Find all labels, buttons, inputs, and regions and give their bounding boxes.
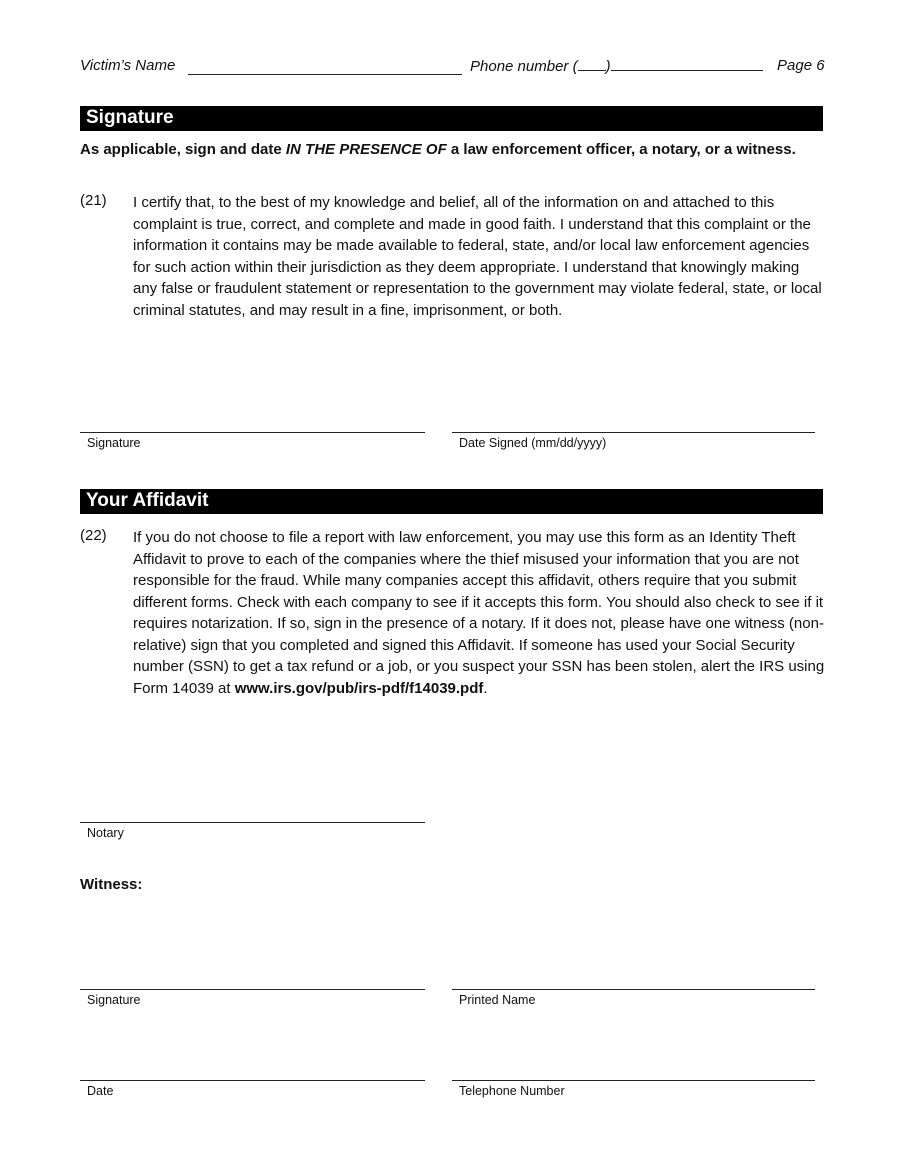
item-21-number: (21) [80, 192, 107, 209]
page-number: Page 6 [777, 57, 825, 74]
affidavit-section-title: Your Affidavit [86, 490, 209, 511]
victims-name-field[interactable] [188, 74, 462, 75]
signature-line[interactable] [80, 432, 425, 433]
affidavit-text: If you do not choose to file a report with law enforcement, you may use this form as an Identity Theft Affidavit to prove to each of the companies where the thief misused your information that you are not responsible for the fraud. While many companies accept this affidavit, others require that you submit different forms. Check with each company to see if it accepts this form. You should also check to see if it requires notarization. If so, sign in the presence of a notary. If it does not, please have one witness (non-relative) sign that you completed and signed this Affidavit. If someone has used your Social Security number (SSN) to get a tax refund or a job, or you suspect your SSN has been stolen, alert the IRS using Form 14039 at www.irs.gov/pub/irs-pdf/f14039.pdf. [133, 529, 825, 697]
date-signed-label: Date Signed (mm/dd/yyyy) [459, 436, 607, 450]
phone-number-label: Phone number ( ) [470, 57, 763, 75]
signature-label: Signature [87, 436, 141, 450]
certification-text: I certify that, to the best of my knowledge and belief, all of the information on and attached to this complaint is true, correct, and complete and made in good faith. I understand that this complaint or the information it contains may be made available to federal, state, and/or local law enforcement agencies for such action within their jurisdiction as they deem appropriate. I understand that knowingly making any false or fraudulent statement or representation to the government may violate federal, state, or local criminal statutes, and may result in a fine, imprisonment, or both. [133, 194, 822, 319]
date-signed-line[interactable] [452, 432, 815, 433]
witness-date-label: Date [87, 1084, 114, 1098]
witness-signature-label: Signature [87, 993, 141, 1007]
notary-line[interactable] [80, 822, 425, 823]
telephone-number-line[interactable] [452, 1080, 815, 1081]
phone-number-field[interactable] [611, 57, 763, 71]
telephone-number-label: Telephone Number [459, 1084, 565, 1098]
witness-heading: Witness: [80, 876, 143, 893]
area-code-field[interactable] [578, 57, 606, 71]
signature-section-title: Signature [86, 107, 174, 128]
signature-instructions: As applicable, sign and date IN THE PRESENCE OF a law enforcement officer, a notary, or a witness. [80, 141, 796, 158]
affidavit-section-header [80, 489, 823, 514]
notary-label: Notary [87, 826, 124, 840]
witness-date-line[interactable] [80, 1080, 425, 1081]
witness-signature-line[interactable] [80, 989, 425, 990]
printed-name-line[interactable] [452, 989, 815, 990]
printed-name-label: Printed Name [459, 993, 536, 1007]
victims-name-label: Victim’s Name [80, 57, 176, 74]
item-22-number: (22) [80, 527, 107, 544]
irs-form-link[interactable]: www.irs.gov/pub/irs-pdf/f14039.pdf [234, 679, 484, 697]
signature-section-header [80, 106, 823, 131]
